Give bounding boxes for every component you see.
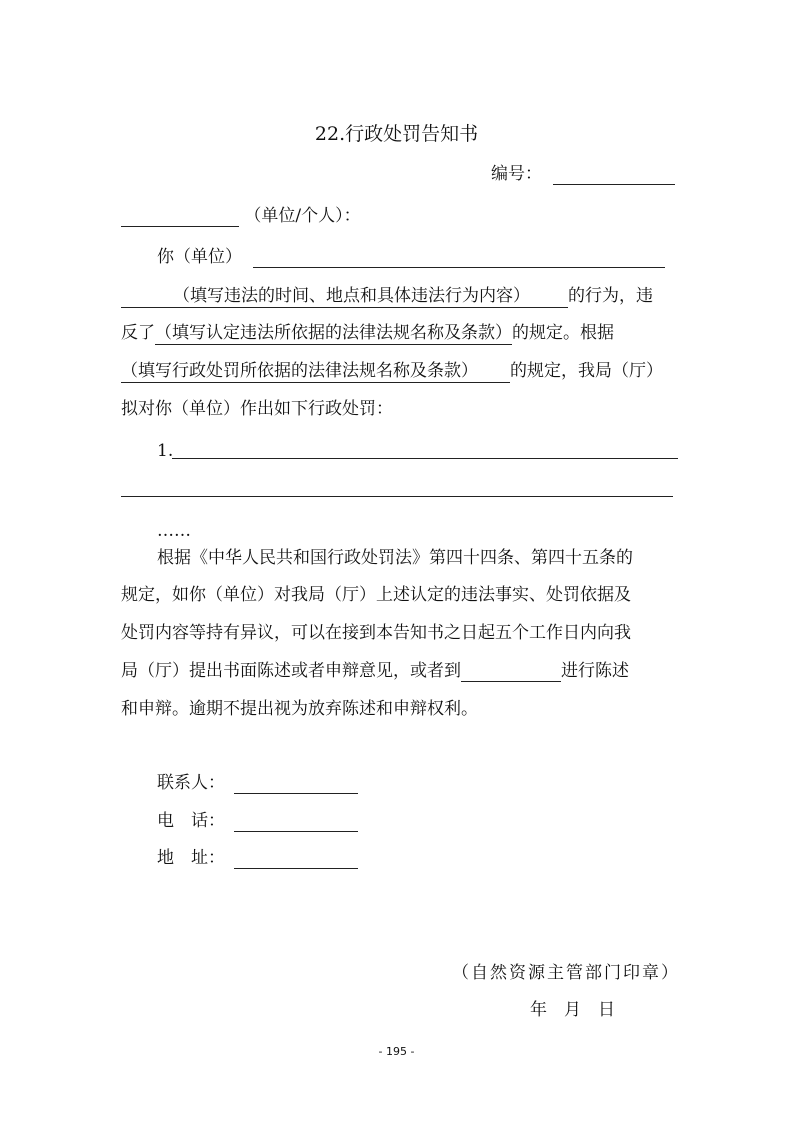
page-number: - 195 - (378, 1045, 415, 1058)
address-blank[interactable] (234, 848, 358, 869)
penalty-item-1 (157, 440, 173, 462)
number-label: 编号： (491, 164, 542, 184)
text-rule1: 的规定。根据 (512, 323, 614, 343)
address-row (157, 847, 358, 869)
text-rule2: 的规定，我局（厅） (510, 361, 663, 381)
text-behavior: 的行为，违 (568, 286, 653, 306)
item-1-label: 1. (157, 441, 174, 461)
recipient-line (121, 205, 361, 227)
contact-person-label: 联系人： (157, 773, 225, 793)
para2-line2: 规定，如你（单位）对我局（厅）上述认定的违法事实、处罚依据及 (121, 585, 631, 605)
document-title: 22.行政处罚告知书 (314, 123, 479, 145)
fill-law1[interactable]: （填写认定违法所依据的法律法规名称及条款） (155, 323, 512, 343)
number-field (491, 163, 675, 185)
line4-text-a: 局（厅）提出书面陈述或者申辩意见，或者到 (121, 661, 461, 681)
phone-blank[interactable] (234, 811, 358, 832)
para2-line1: 根据《中华人民共和国行政处罚法》第四十四条、第四十五条的 (157, 548, 633, 568)
number-blank[interactable] (553, 164, 675, 185)
phone-label: 电 话： (157, 811, 225, 831)
location-blank[interactable] (461, 661, 561, 682)
recipient-suffix: （单位/个人）： (244, 206, 361, 226)
phone-row (157, 810, 358, 832)
para1-line4: 拟对你（单位）作出如下行政处罚： (121, 399, 393, 419)
address-label: 地 址： (157, 848, 225, 868)
continuation-blank[interactable] (121, 496, 673, 497)
para2-line4 (121, 660, 629, 682)
item-1-blank[interactable] (172, 458, 678, 459)
para1-line1 (121, 285, 653, 307)
contact-person-blank[interactable] (234, 773, 358, 794)
para1-line2 (121, 322, 614, 344)
you-unit-label: 你（单位） (157, 247, 242, 267)
ellipsis: …… (157, 521, 191, 541)
contact-person-row (157, 772, 358, 794)
you-unit-line (157, 246, 665, 268)
para1-line3 (121, 360, 663, 382)
recipient-blank[interactable] (121, 206, 239, 227)
line4-text-b: 进行陈述 (561, 661, 629, 681)
text-violate: 反了 (121, 323, 155, 343)
fill-behavior[interactable]: （填写违法的时间、地点和具体违法行为内容） (121, 286, 568, 308)
fill-law2[interactable]: （填写行政处罚所依据的法律法规名称及条款） (121, 361, 510, 383)
date-label: 年 月 日 (530, 1000, 615, 1020)
seal-label: （自然资源主管部门印章） (452, 963, 680, 983)
para2-line5: 和申辩。逾期不提出视为放弃陈述和申辩权利。 (121, 699, 478, 719)
you-unit-blank[interactable] (253, 247, 665, 268)
para2-line3: 处罚内容等持有异议，可以在接到本告知书之日起五个工作日内向我 (121, 623, 631, 643)
